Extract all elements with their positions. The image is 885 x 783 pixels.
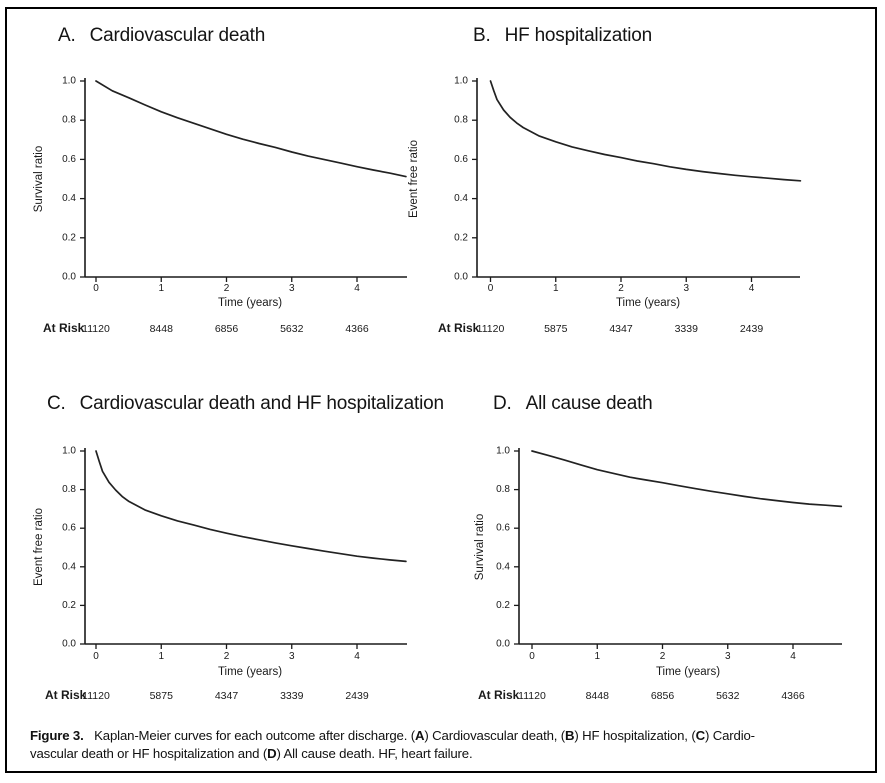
x-tick-label: 1 (552, 283, 559, 294)
caption-segment: ) All cause death. HF, heart failure. (276, 746, 473, 761)
caption-bold-segment: B (565, 728, 575, 743)
x-tick-label: 1 (158, 283, 165, 294)
km-curve (491, 81, 801, 181)
y-tick-label: 1.0 (496, 445, 510, 457)
caption-segment: Kaplan-Meier curves for each outcome after discharge. ( (83, 728, 416, 743)
x-axis-title: Time (years) (217, 666, 283, 678)
at-risk-count: 4366 (345, 323, 369, 335)
y-axis-title: Event free ratio (33, 508, 45, 586)
y-axis-title: Event free ratio (408, 140, 420, 218)
y-tick-label: 0.6 (496, 522, 510, 534)
caption-bold-segment: C (695, 728, 705, 743)
at-risk-count: 2439 (345, 690, 369, 702)
x-tick-label: 1 (158, 651, 165, 662)
x-tick-label: 0 (93, 283, 99, 294)
y-tick-label: 1.0 (454, 75, 468, 87)
x-tick-label: 4 (354, 651, 360, 662)
y-tick-label: 0.4 (454, 193, 468, 205)
y-tick-label: 0.2 (62, 232, 76, 244)
x-tick-label: 3 (724, 651, 731, 662)
x-tick-label: 4 (354, 283, 360, 294)
y-tick-label: 0.0 (496, 638, 510, 650)
km-panel-c (33, 446, 407, 703)
y-tick-label: 0.6 (62, 153, 76, 165)
km-panel-d (474, 446, 842, 703)
x-axis-title: Time (years) (615, 297, 681, 309)
caption-segment: ) Cardio- (704, 728, 755, 743)
at-risk-count: 3339 (280, 690, 304, 702)
at-risk-count: 3339 (674, 323, 698, 335)
at-risk-count: 4366 (781, 690, 805, 702)
at-risk-label: At Risk (478, 688, 520, 702)
at-risk-count: 8448 (149, 323, 173, 335)
x-axis-title: Time (years) (217, 297, 283, 309)
at-risk-count: 11120 (476, 323, 505, 335)
at-risk-label: At Risk (45, 688, 87, 702)
y-tick-label: 0.4 (62, 561, 76, 573)
at-risk-count: 6856 (650, 690, 675, 702)
km-panel-b (408, 76, 800, 336)
y-tick-label: 0.8 (454, 114, 468, 126)
at-risk-count: 4347 (609, 323, 633, 335)
caption-bold-segment: D (267, 746, 277, 761)
x-tick-label: 0 (93, 651, 99, 662)
y-tick-label: 0.8 (62, 114, 76, 126)
panel-b-heading: HF hospitalization (504, 25, 652, 46)
panel-c-letter: C. (47, 393, 66, 414)
at-risk-count: 6856 (214, 323, 239, 335)
x-tick-label: 2 (659, 651, 666, 662)
y-tick-label: 0.4 (496, 561, 510, 573)
caption-segment: ) Cardiovascular death, ( (424, 728, 566, 743)
x-tick-label: 4 (748, 283, 755, 294)
x-tick-label: 3 (683, 283, 690, 294)
x-tick-label: 1 (594, 651, 601, 662)
y-axis-title: Survival ratio (474, 513, 486, 581)
at-risk-count: 11120 (518, 690, 546, 702)
panel-b-letter: B. (473, 25, 491, 46)
y-tick-label: 1.0 (62, 75, 76, 87)
x-tick-label: 2 (223, 651, 230, 662)
y-tick-label: 0.6 (454, 153, 468, 165)
y-tick-label: 0.2 (62, 599, 76, 611)
at-risk-count: 5632 (280, 323, 304, 335)
x-tick-label: 0 (487, 283, 494, 294)
y-tick-label: 1.0 (62, 445, 76, 457)
y-tick-label: 0.4 (62, 193, 76, 205)
y-tick-label: 0.6 (62, 522, 76, 534)
caption-line (30, 727, 852, 745)
x-tick-label: 2 (223, 283, 230, 294)
y-tick-label: 0.2 (496, 599, 510, 611)
km-curve (532, 451, 841, 506)
y-axis-title: Survival ratio (33, 145, 45, 213)
at-risk-count: 11120 (82, 323, 110, 335)
panel-a-heading: Cardiovascular death (89, 25, 266, 46)
x-tick-label: 2 (618, 283, 624, 294)
x-tick-label: 3 (288, 651, 295, 662)
at-risk-count: 8448 (585, 690, 609, 702)
caption-bold-segment: A (415, 728, 425, 743)
km-panel-a (33, 76, 407, 336)
at-risk-count: 5632 (716, 690, 740, 702)
x-tick-label: 3 (288, 283, 295, 294)
caption-segment: vascular death or HF hospitalization and ( (30, 746, 268, 761)
panel-d-letter: D. (493, 393, 512, 414)
panel-c-heading: Cardiovascular death and HF hospitalization (79, 393, 444, 414)
x-axis-title: Time (years) (655, 666, 721, 678)
y-tick-label: 0.0 (62, 271, 76, 283)
caption-bold-segment: Figure 3. (30, 728, 84, 743)
caption-line (30, 745, 852, 763)
caption-segment: ) HF hospitalization, ( (574, 728, 696, 743)
km-curve (96, 81, 406, 177)
figure-caption (30, 727, 852, 763)
y-tick-label: 0.0 (454, 271, 468, 283)
panel-a-letter: A. (58, 25, 76, 46)
at-risk-count: 4347 (214, 690, 239, 702)
at-risk-count: 11120 (82, 690, 110, 702)
at-risk-count: 5875 (544, 323, 568, 335)
y-tick-label: 0.0 (62, 638, 76, 650)
y-tick-label: 0.2 (454, 232, 468, 244)
y-tick-label: 0.8 (496, 484, 510, 496)
y-tick-label: 0.8 (62, 484, 76, 496)
at-risk-count: 5875 (149, 690, 173, 702)
at-risk-label: At Risk (438, 321, 480, 335)
x-tick-label: 4 (790, 651, 796, 662)
at-risk-label: At Risk (43, 321, 85, 335)
at-risk-count: 2439 (739, 323, 764, 335)
km-curve (96, 451, 406, 561)
x-tick-label: 0 (529, 651, 535, 662)
panel-d-heading: All cause death (525, 393, 653, 414)
